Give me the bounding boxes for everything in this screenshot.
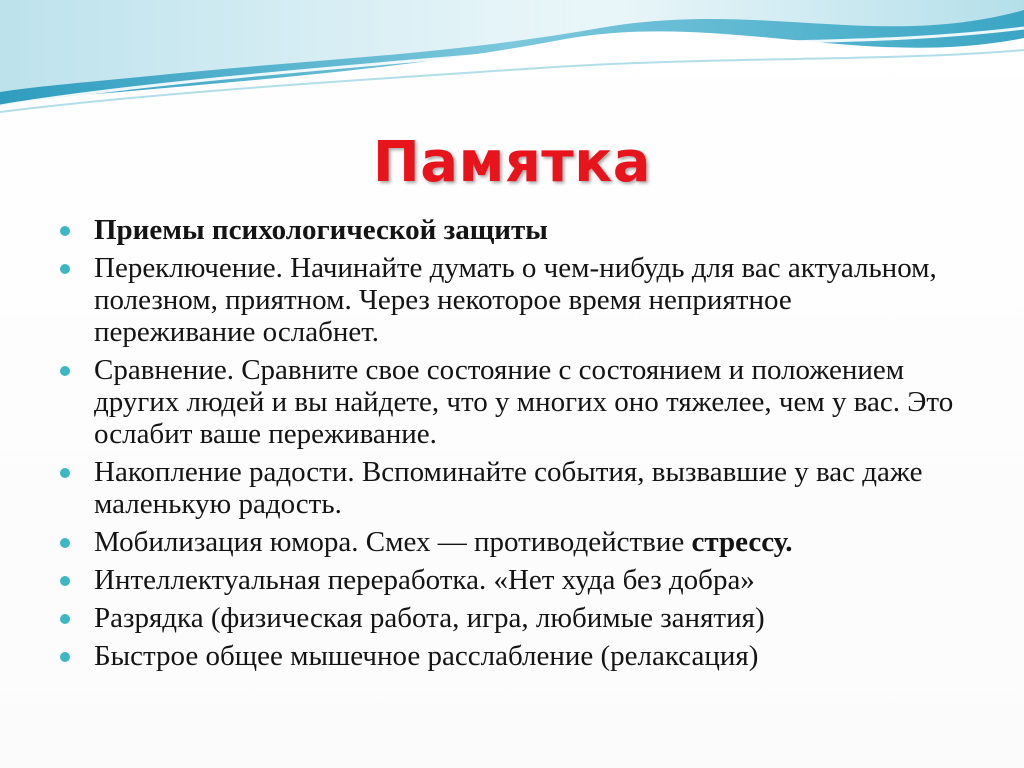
item-text: Разрядка (физическая работа, игра, любимые занятия) <box>94 602 765 634</box>
item-text: Быстрое общее мышечное расслабление (релаксация) <box>94 640 759 672</box>
item-text: Накопление радости. Вспоминайте события, вызвавшие у вас даже маленькую радость. <box>94 456 923 520</box>
list-item <box>60 252 960 348</box>
bullet-list-container <box>60 214 960 678</box>
slide-title: Памятка <box>372 130 652 195</box>
bullet-icon <box>60 652 70 662</box>
item-text: Мобилизация юмора. Смех — противодействие <box>94 526 692 558</box>
list-item <box>60 456 960 520</box>
bullet-icon <box>60 264 70 274</box>
bullet-icon <box>60 538 70 548</box>
list-item <box>60 526 960 558</box>
bullet-icon <box>60 576 70 586</box>
list-item <box>60 564 960 596</box>
item-text: Сравнение. Сравните свое состояние с состоянием и положением других людей и вы найдете, что у многих оно тяжелее, чем у вас. Это ослабит ваше переживание. <box>94 354 954 450</box>
bullet-list <box>60 214 960 672</box>
item-text-emphasis: стрессу. <box>691 526 793 558</box>
list-item <box>60 640 960 672</box>
list-item <box>60 602 960 634</box>
list-item <box>60 214 960 246</box>
wave-decoration <box>0 0 1024 130</box>
list-item <box>60 354 960 450</box>
item-text: Приемы психологической защиты <box>94 214 548 246</box>
bullet-icon <box>60 614 70 624</box>
item-text: Переключение. Начинайте думать о чем-нибудь для вас актуальном, полезном, приятном. Через некоторое время неприятное переживание ослабнет. <box>94 252 937 348</box>
bullet-icon <box>60 226 70 236</box>
item-text: Интеллектуальная переработка. «Нет худа без добра» <box>94 564 755 596</box>
bullet-icon <box>60 468 70 478</box>
bullet-icon <box>60 366 70 376</box>
